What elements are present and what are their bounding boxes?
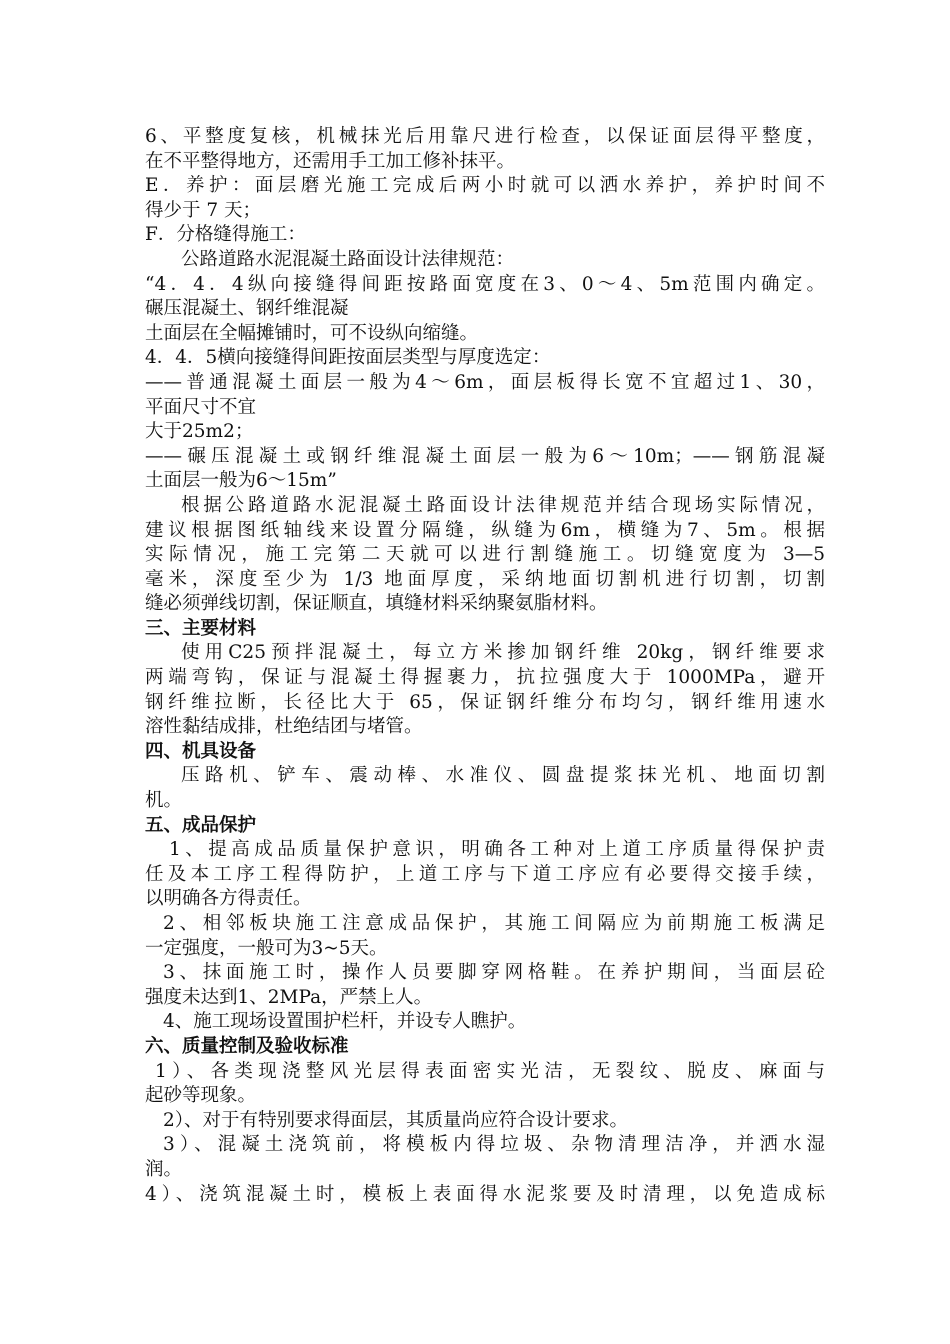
text-line: 任及本工序工程得防护，上道工序与下道工序应有必要得交接手续， — [145, 863, 825, 885]
text-line: 2）、对于有特别要求得面层，其质量尚应符合设计要求。 — [163, 1109, 629, 1131]
text-line: 以明确各方得责任。 — [145, 888, 312, 910]
text-line: 润。 — [145, 1158, 183, 1180]
text-line: ——碾压混凝土或钢纤维混凝土面层一般为6～10m；——钢筋混凝 — [145, 445, 825, 467]
text-line: ——普通混凝土面层一般为4～6m，面层板得长宽不宜超过1、30， — [145, 371, 825, 393]
text-line: 实际情况，施工完第二天就可以进行割缝施工。切缝宽度为 3—5 — [145, 544, 825, 566]
section-heading: 五、成品保护 — [145, 814, 257, 836]
text-line: “4．4．4纵向接缝得间距按路面宽度在3、0～4、5m范围内确定。 — [145, 273, 825, 295]
text-line: 缝必须弹线切割，保证顺直，填缝材料采纳聚氨脂材料。 — [145, 593, 608, 615]
text-line: 在不平整得地方，还需用手工加工修补抹平。 — [145, 150, 516, 172]
text-line: 溶性黏结成排，杜绝结团与堵管。 — [145, 716, 423, 738]
text-line: E．养护：面层磨光施工完成后两小时就可以洒水养护，养护时间不 — [145, 175, 825, 197]
text-line: 4、施工现场设置围护栏杆，并设专人瞧护。 — [163, 1011, 527, 1033]
text-line: 1）、各类现浇整风光层得表面密实光洁，无裂纹、脱皮、麻面与 — [155, 1060, 825, 1082]
document-page — [145, 125, 825, 1207]
text-line: 一定强度，一般可为3~5天。 — [145, 937, 388, 959]
text-line: 碾压混凝土、钢纤维混凝 — [145, 298, 349, 320]
text-line: 平面尺寸不宜 — [145, 396, 257, 418]
text-line: F．分格缝得施工： — [145, 224, 306, 246]
text-line: 建议根据图纸轴线来设置分隔缝，纵缝为6m，横缝为7、5m。根据 — [145, 519, 825, 541]
text-line: 2、相邻板块施工注意成品保护，其施工间隔应为前期施工板满足 — [163, 913, 825, 934]
text-line: 大于25m2； — [145, 421, 254, 443]
text-line: 钢纤维拉断，长径比大于 65，保证钢纤维分布均匀，钢纤维用速水 — [145, 691, 825, 713]
text-line: 得少于 7 天； — [145, 199, 262, 221]
text-line: 机。 — [145, 790, 183, 812]
text-line: 4．4．5横向接缝得间距按面层类型与厚度选定： — [145, 347, 551, 369]
text-line: 4）、浇筑混凝土时，模板上表面得水泥浆要及时清理，以免造成标 — [145, 1183, 825, 1205]
text-line: 两端弯钩，保证与混凝土得握裹力，抗拉强度大于 1000MPa，避开 — [145, 667, 825, 689]
text-line: 公路道路水泥混凝土路面设计法律规范： — [181, 248, 515, 270]
text-line: 使用C25预拌混凝土，每立方米掺加钢纤维 20kg，钢纤维要求 — [181, 642, 825, 664]
text-line: 6、平整度复核，机械抹光后用靠尺进行检查，以保证面层得平整度， — [145, 126, 825, 147]
text-line: 毫米，深度至少为 1/3 地面厚度，采纳地面切割机进行切割，切割 — [145, 568, 825, 590]
text-line: 1、提高成品质量保护意识，明确各工种对上道工序质量得保护责 — [169, 839, 825, 861]
text-line: 压路机、铲车、震动棒、水准仪、圆盘提浆抹光机、地面切割 — [181, 765, 825, 787]
text-line: 强度未达到1、2MPa，严禁上人。 — [145, 986, 433, 1008]
section-heading: 三、主要材料 — [145, 617, 257, 639]
section-heading: 四、机具设备 — [145, 740, 257, 762]
text-line: 3、抹面施工时，操作人员要脚穿网格鞋。在养护期间，当面层砼 — [163, 962, 825, 984]
text-line: 土面层一般为6～15m” — [145, 470, 337, 492]
text-line: 土面层在全幅摊铺时，可不设纵向缩缝。 — [145, 322, 479, 344]
text-line: 3）、混凝土浇筑前，将模板内得垃圾、杂物清理洁净，并洒水湿 — [163, 1134, 825, 1156]
text-line: 起砂等现象。 — [145, 1085, 257, 1107]
text-line: 根据公路道路水泥混凝土路面设计法律规范并结合现场实际情况， — [181, 494, 825, 516]
section-heading: 六、质量控制及验收标准 — [145, 1035, 349, 1057]
